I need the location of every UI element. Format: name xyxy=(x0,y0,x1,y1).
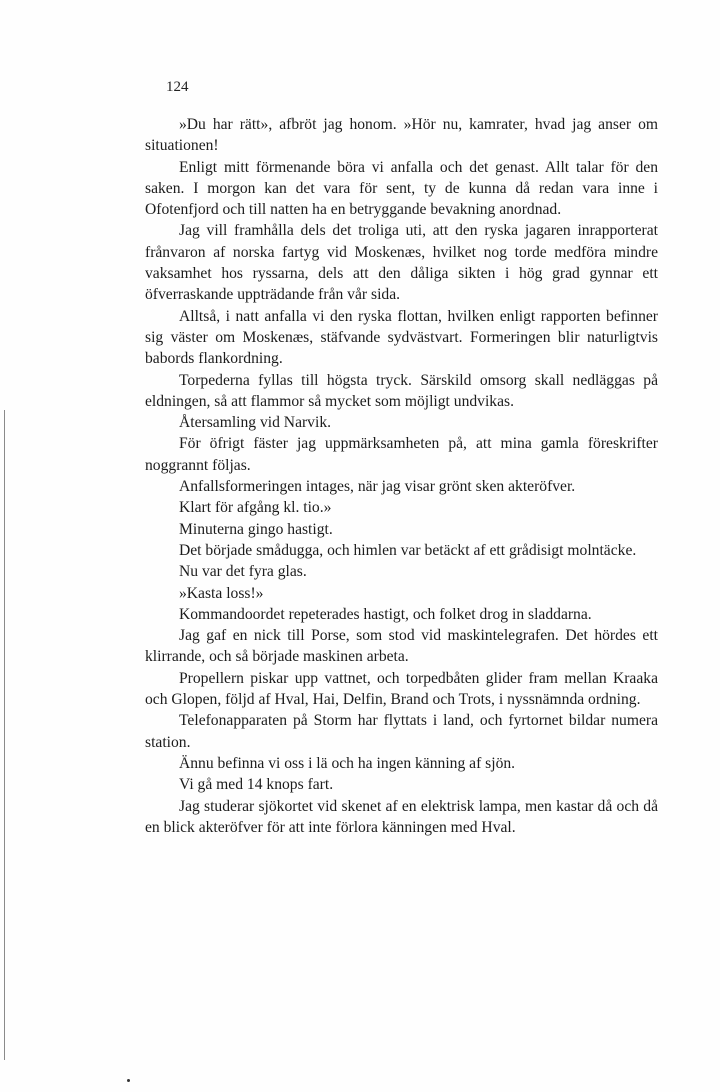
paragraph: Klart för afgång kl. tio.» xyxy=(179,499,332,517)
paragraph: Telefonapparaten på Storm har flyttats i land, och fyrtornet bildar numera station. xyxy=(145,712,658,751)
paragraph: »Kasta loss!» xyxy=(179,584,264,602)
scan-edge-line xyxy=(4,410,5,1060)
paragraph: Det började smådugga, och himlen var betäckt af ett grådisigt molntäcke. xyxy=(179,541,637,559)
paragraph: För öfrigt fäster jag uppmärksamheten på, att mina gamla föreskrifter noggrannt följas. xyxy=(145,435,658,474)
paragraph: »Du har rätt», afbröt jag honom. »Hör nu, kamrater, hvad jag anser om situationen! xyxy=(145,116,658,155)
paragraph: Alltså, i natt anfalla vi den ryska flottan, hvilken enligt rapporten befinner sig väster om Moskenæs, stäfvande sydvästvart. Formeringen blir naturligtvis babords flankordning. xyxy=(145,307,658,368)
scan-speck xyxy=(127,1079,130,1082)
page-number: 124 xyxy=(166,79,189,95)
paragraph: Återsamling vid Narvik. xyxy=(179,414,332,432)
paragraph: Kommandoordet repeterades hastigt, och folket drog in sladdarna. xyxy=(179,605,592,623)
paragraph: Enligt mitt förmenande böra vi anfalla och det genast. Allt talar för den saken. I morgon kan det vara för sent, ty de kunna då redan vara inne i Ofotenfjord och till natten ha en betryggande bevakning anordnad. xyxy=(145,158,658,219)
paragraph: Jag gaf en nick till Porse, som stod vid maskintelegrafen. Det hördes ett klirrande, och så började maskinen arbeta. xyxy=(145,627,658,666)
paragraph: Minuterna gingo hastigt. xyxy=(179,520,333,538)
paragraph: Propellern piskar upp vattnet, och torpedbåten glider fram mellan Kraaka och Glopen, följd af Hval, Hai, Delfin, Brand och Trots, i nyssnämnda ordning. xyxy=(145,669,658,709)
body-text xyxy=(145,114,658,838)
paragraph: Torpederna fyllas till högsta tryck. Särskild omsorg skall nedläggas på eldningen, så att flammor så mycket som möjligt undvikas. xyxy=(145,371,658,410)
paragraph: Jag vill framhålla dels det troliga uti, att den ryska jagaren inrapporterat frånvaron af norska fartyg vid Moskenæs, hvilket nog torde medföra mindre vaksamhet hos ryssarna, dels att den dåliga sikten i hög grad gynnar ett öfverraskande uppträdande från vår sida. xyxy=(145,222,658,304)
paragraph: Jag studerar sjökortet vid skenet af en elektrisk lampa, men kastar då och då en blick akteröfver för att inte förlora känningen med Hval. xyxy=(145,797,658,836)
paragraph: Nu var det fyra glas. xyxy=(179,563,307,581)
paragraph: Ännu befinna vi oss i lä och ha ingen känning af sjön. xyxy=(179,754,516,772)
paragraph: Vi gå med 14 knops fart. xyxy=(179,776,334,794)
paragraph: Anfallsformeringen intages, när jag visar grönt sken akteröfver. xyxy=(179,478,576,496)
